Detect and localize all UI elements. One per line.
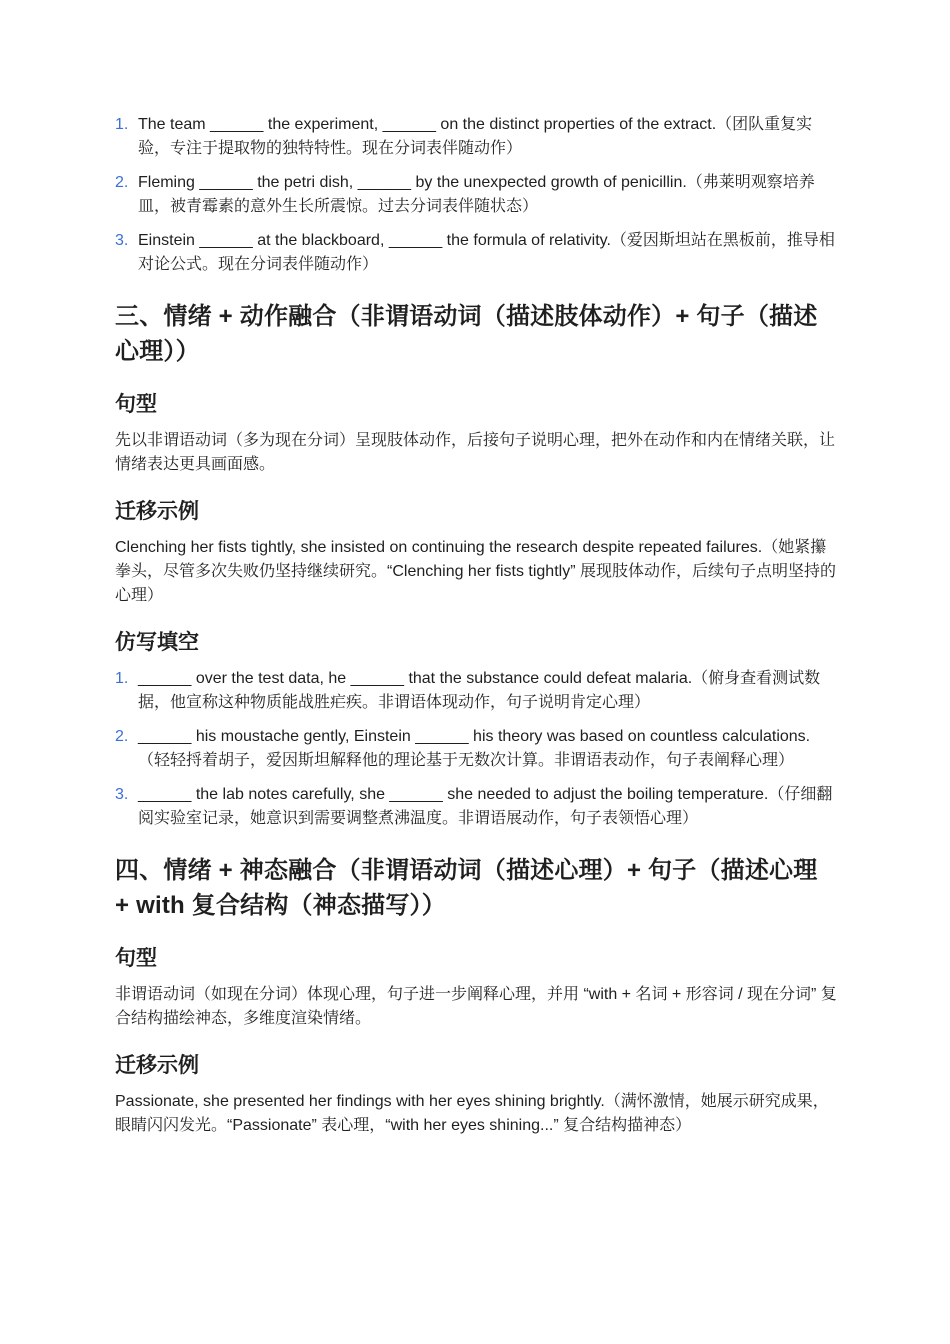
list-item <box>115 229 837 277</box>
fill-blank-list-previous <box>115 113 837 277</box>
list-item-text: ______ over the test data, he ______ that the substance could defeat malaria.（俯身查看测试数据，他宣称这种物质能战胜疟疾。非谓语体现动作，句子说明肯定心理） <box>138 670 821 711</box>
list-number: 3. <box>115 786 129 803</box>
list-number: 1. <box>115 670 129 687</box>
list-item <box>115 171 837 219</box>
list-item-text: Einstein ______ at the blackboard, ______ the formula of relativity.（爱因斯坦站在黑板前，推导相对论公式。现在分词表伴随动作） <box>138 232 835 273</box>
list-item-text: Fleming ______ the petri dish, ______ by the unexpected growth of penicillin.（弗莱明观察培养皿，被青霉素的意外生长所震惊。过去分词表伴随状态） <box>138 174 815 215</box>
section-3-fill-heading: 仿写填空 <box>115 631 199 654</box>
list-item-text: The team ______ the experiment, ______ on the distinct properties of the extract.（团队重复实验，专注于提取物的独特特性。现在分词表伴随动作） <box>138 116 813 157</box>
section-3-pattern-text: 先以非谓语动词（多为现在分词）呈现肢体动作，后接句子说明心理，把外在动作和内在情绪关联，让情绪表达更具画面感。 <box>115 432 836 473</box>
section-4-pattern-text: 非谓语动词（如现在分词）体现心理，句子进一步阐释心理，并用 “with + 名词 + 形容词 / 现在分词” 复合结构描绘神态，多维度渲染情绪。 <box>115 986 837 1027</box>
section-4-example-text: Passionate, she presented her findings with her eyes shining brightly.（满怀激情，她展示研究成果，眼睛闪闪发光。“Passionate” 表心理，“with her eyes shining...” 复合结构描神态） <box>115 1093 829 1134</box>
list-item <box>115 783 837 831</box>
document-page <box>115 113 837 1138</box>
list-item <box>115 725 837 773</box>
section-3-pattern-heading: 句型 <box>115 393 157 416</box>
fill-blank-list <box>115 667 837 831</box>
section-3-example-text: Clenching her fists tightly, she insisted on continuing the research despite repeated failures.（她紧攥拳头，尽管多次失败仍坚持继续研究。“Clenching her fists tightly” 展现肢体动作，后续句子点明坚持的心理） <box>115 539 836 604</box>
list-number: 2. <box>115 174 129 191</box>
section-4-example-heading: 迁移示例 <box>115 1054 199 1077</box>
section-4-title: 四、情绪 + 神态融合（非谓语动词（描述心理）+ 句子（描述心理 + with 复合结构（神态描写）） <box>115 857 818 919</box>
section-4-pattern-heading: 句型 <box>115 947 157 970</box>
section-3-title: 三、情绪 + 动作融合（非谓语动词（描述肢体动作）+ 句子（描述心理）） <box>115 303 818 365</box>
list-number: 3. <box>115 232 129 249</box>
list-item <box>115 113 837 161</box>
list-number: 2. <box>115 728 129 745</box>
section-3-example-heading: 迁移示例 <box>115 500 199 523</box>
list-number: 1. <box>115 116 129 133</box>
list-item <box>115 667 837 715</box>
list-item-text: ______ his moustache gently, Einstein ______ his theory was based on countless calculations.（轻轻捋着胡子，爱因斯坦解释他的理论基于无数次计算。非谓语表动作，句子表阐释心理） <box>138 728 811 769</box>
list-item-text: ______ the lab notes carefully, she ______ she needed to adjust the boiling temperature.（仔细翻阅实验室记录，她意识到需要调整煮沸温度。非谓语展动作，句子表领悟心理） <box>138 786 833 827</box>
